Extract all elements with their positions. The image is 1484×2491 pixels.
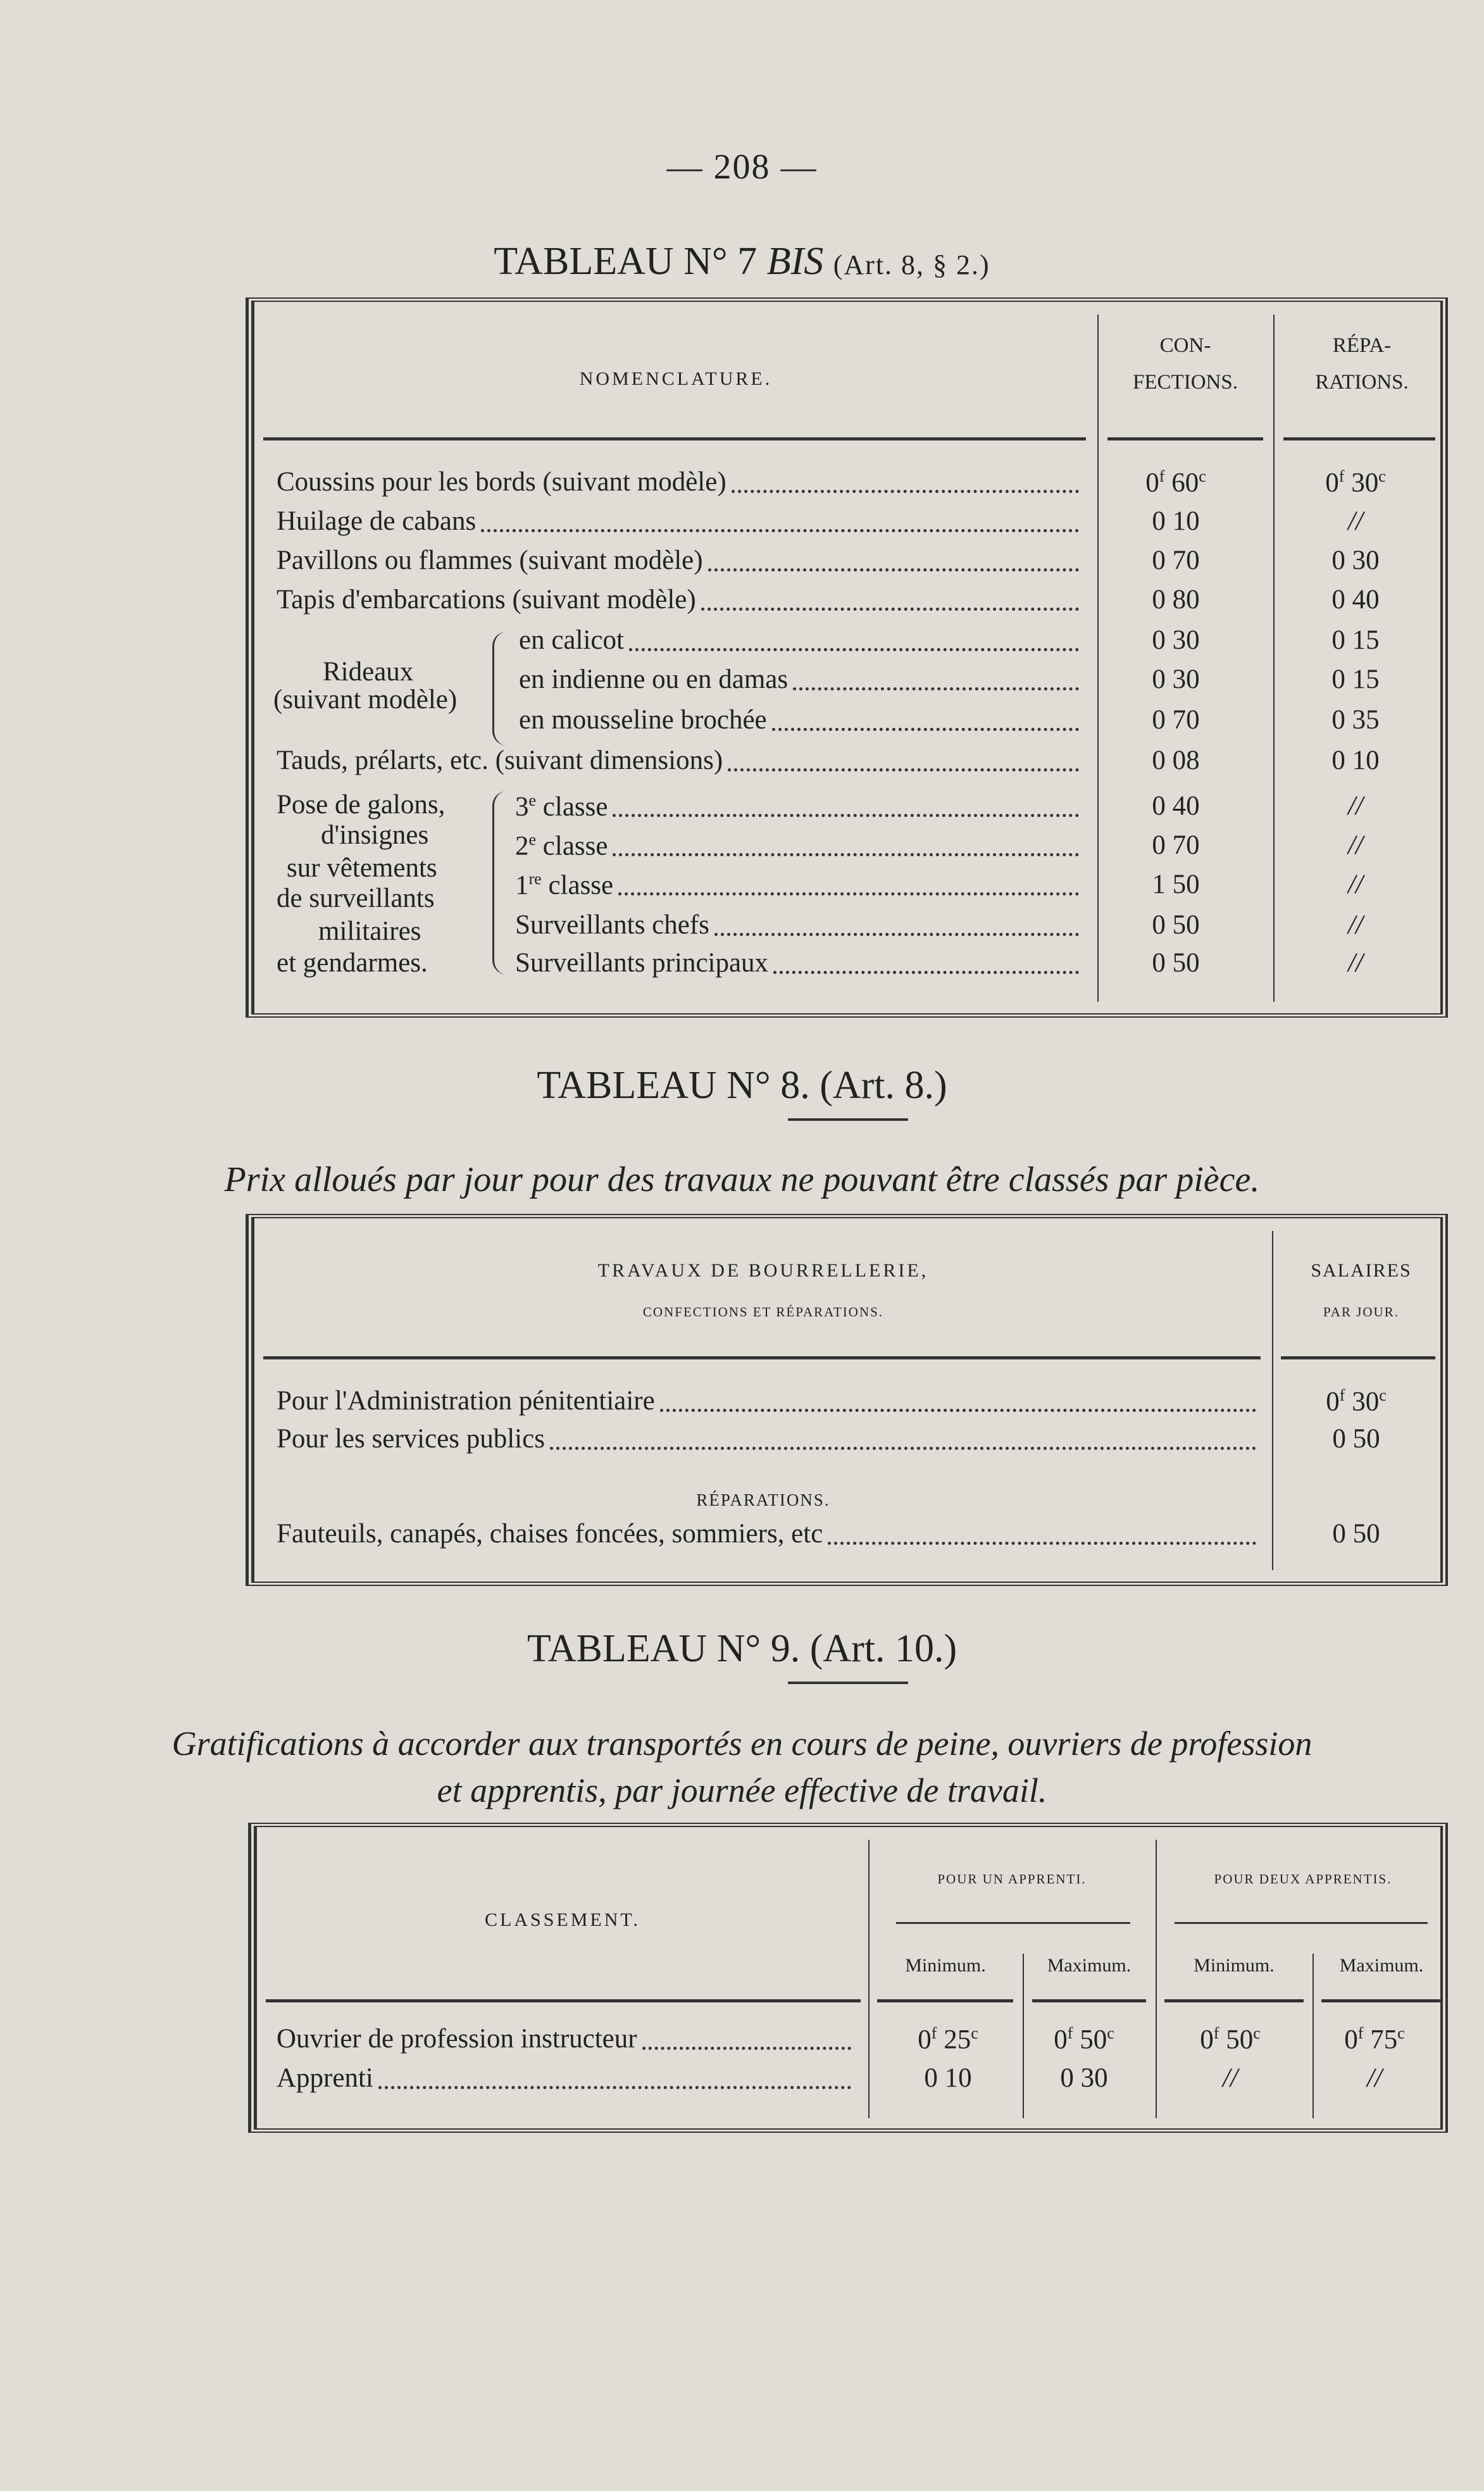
header-travaux: TRAVAUX DE BOURRELLERIE, — [597, 1260, 929, 1281]
leader-dots — [629, 648, 1079, 651]
pose-label-2: d'insignes — [321, 820, 429, 850]
header-maximum-2: Maximum. — [1339, 1955, 1424, 1976]
row-label: en indienne ou en damas — [519, 665, 789, 694]
row-label: Pavillons ou flammes (suivant modèle) — [277, 546, 703, 575]
reparations-value: // — [1348, 910, 1363, 940]
confections-value: 0 40 — [1152, 791, 1200, 821]
confections-value: 0 30 — [1152, 665, 1200, 694]
leader-dots — [378, 2086, 851, 2089]
header-maximum-1: Maximum. — [1047, 1955, 1132, 1976]
row-label: Fauteuils, canapés, chaises foncées, sommiers, etc — [277, 1519, 823, 1549]
leader-dots — [642, 2047, 851, 2050]
leader-dots — [714, 933, 1079, 936]
rideaux-label: Rideaux — [323, 657, 414, 687]
rideaux-brace — [492, 632, 507, 746]
tableau-9-subtitle-1: Gratifications à accorder aux transportés en cours de peine, ouvriers de profession — [171, 1725, 1313, 1763]
header-travaux-sub: CONFECTIONS ET RÉPARATIONS. — [642, 1304, 884, 1320]
leader-dots — [613, 853, 1079, 856]
header-par-jour: PAR JOUR. — [1323, 1304, 1399, 1320]
row-label: 2e classe — [515, 830, 608, 861]
reparations-value: 0$^f$ 30$^c$ — [1325, 467, 1386, 498]
header-minimum-1: Minimum. — [905, 1955, 986, 1976]
reparations-value: // — [1348, 830, 1363, 860]
pose-label-3: sur vêtements — [287, 853, 437, 883]
confections-value: 0 70 — [1152, 830, 1200, 860]
gratification-value: 0$^f$ 75$^c$ — [1344, 2024, 1405, 2055]
gratification-value: 0$^f$ 50$^c$ — [1054, 2024, 1114, 2055]
header-reparations: RÉPA- RATIONS. — [1315, 334, 1409, 394]
tableau-9-title: TABLEAU N° 9. (Art. 10.) — [527, 1627, 957, 1670]
row-label: Tapis d'embarcations (suivant modèle) — [277, 585, 696, 615]
tableau-9-subtitle-2: et apprentis, par journée effective de travail. — [437, 1771, 1047, 1809]
confections-value: 0 70 — [1152, 546, 1200, 575]
row-label: en calicot — [519, 625, 624, 655]
leader-dots — [728, 768, 1079, 771]
section-reparations: RÉPARATIONS. — [696, 1490, 830, 1509]
salaire-value: 0 50 — [1332, 1519, 1380, 1549]
gratification-value: 0 10 — [924, 2063, 972, 2093]
row-label: Surveillants principaux — [515, 948, 769, 978]
pose-label-6: et gendarmes. — [277, 948, 428, 978]
title-rule — [788, 1118, 908, 1121]
tableau-7bis-title: TABLEAU N° 7 BIS (Art. 8, § 2.) — [494, 240, 990, 283]
leader-dots — [793, 687, 1079, 690]
leader-dots — [773, 971, 1079, 974]
header-minimum-2: Minimum. — [1194, 1955, 1275, 1976]
rideaux-sublabel: (suivant modèle) — [273, 685, 458, 715]
gratification-value: // — [1367, 2063, 1382, 2093]
page-number: — 208 — — [666, 147, 818, 187]
row-label: 1re classe — [515, 870, 614, 901]
leader-dots — [772, 728, 1079, 731]
leader-dots — [732, 490, 1079, 493]
reparations-value: 0 35 — [1331, 705, 1380, 735]
gratification-value: 0 30 — [1060, 2063, 1108, 2093]
reparations-value: 0 15 — [1331, 665, 1380, 694]
reparations-value: 0 15 — [1331, 625, 1380, 655]
header-nomenclature: NOMENCLATURE. — [579, 368, 773, 389]
confections-value: 0 30 — [1152, 625, 1200, 655]
row-label: 3e classe — [515, 791, 608, 822]
title-rule-2 — [788, 1682, 908, 1684]
pose-brace — [492, 791, 507, 975]
header-classement: CLASSEMENT. — [485, 1909, 640, 1930]
reparations-value: // — [1348, 948, 1363, 978]
row-label: Coussins pour les bords (suivant modèle) — [277, 467, 726, 497]
leader-dots — [618, 892, 1079, 896]
reparations-value: 0 10 — [1331, 746, 1380, 775]
row-label: Huilage de cabans — [277, 506, 477, 536]
header-deux-apprentis: POUR DEUX APPRENTIS. — [1214, 1871, 1392, 1887]
reparations-value: // — [1348, 870, 1363, 899]
confections-value: 0 50 — [1152, 910, 1200, 940]
salaire-value: 0$^f$ 30$^c$ — [1326, 1386, 1387, 1417]
row-label: Apprenti — [277, 2063, 373, 2093]
leader-dots — [708, 568, 1079, 571]
pose-label-5: militaires — [318, 916, 421, 946]
gratification-value: 0$^f$ 25$^c$ — [918, 2024, 978, 2055]
row-label: Surveillants chefs — [515, 910, 709, 940]
reparations-value: // — [1348, 791, 1363, 821]
row-label: Ouvrier de profession instructeur — [277, 2024, 637, 2054]
tableau-8-subtitle: Prix alloués par jour pour des travaux ne pouvant être classés par pièce. — [224, 1160, 1260, 1199]
leader-dots — [701, 608, 1079, 611]
row-label: Tauds, prélarts, etc. (suivant dimensions) — [277, 746, 723, 775]
row-label: Pour l'Administration pénitentiaire — [277, 1386, 655, 1416]
pose-label-1: Pose de galons, — [277, 790, 446, 820]
leader-dots — [613, 814, 1079, 817]
reparations-value: 0 30 — [1331, 546, 1380, 575]
reparations-value: 0 40 — [1331, 585, 1380, 615]
row-label: en mousseline brochée — [519, 705, 767, 735]
leader-dots — [660, 1409, 1256, 1412]
confections-value: 0 10 — [1152, 506, 1200, 536]
leader-dots — [828, 1542, 1256, 1545]
row-label: Pour les services publics — [277, 1424, 545, 1454]
gratification-value: // — [1223, 2063, 1238, 2093]
leader-dots — [550, 1447, 1256, 1450]
reparations-value: // — [1348, 506, 1363, 536]
pose-label-4: de surveillants — [277, 883, 435, 913]
header-un-apprenti: POUR UN APPRENTI. — [937, 1871, 1087, 1887]
header-salaires: SALAIRES — [1311, 1260, 1412, 1281]
confections-value: 0$^f$ 60$^c$ — [1145, 467, 1206, 498]
header-confections: CON- FECTIONS. — [1133, 334, 1238, 394]
confections-value: 1 50 — [1152, 870, 1200, 899]
confections-value: 0 50 — [1152, 948, 1200, 978]
gratification-value: 0$^f$ 50$^c$ — [1200, 2024, 1261, 2055]
salaire-value: 0 50 — [1332, 1424, 1380, 1454]
leader-dots — [481, 529, 1079, 532]
confections-value: 0 08 — [1152, 746, 1200, 775]
confections-value: 0 70 — [1152, 705, 1200, 735]
confections-value: 0 80 — [1152, 585, 1200, 615]
tableau-8-title: TABLEAU N° 8. (Art. 8.) — [537, 1064, 947, 1107]
